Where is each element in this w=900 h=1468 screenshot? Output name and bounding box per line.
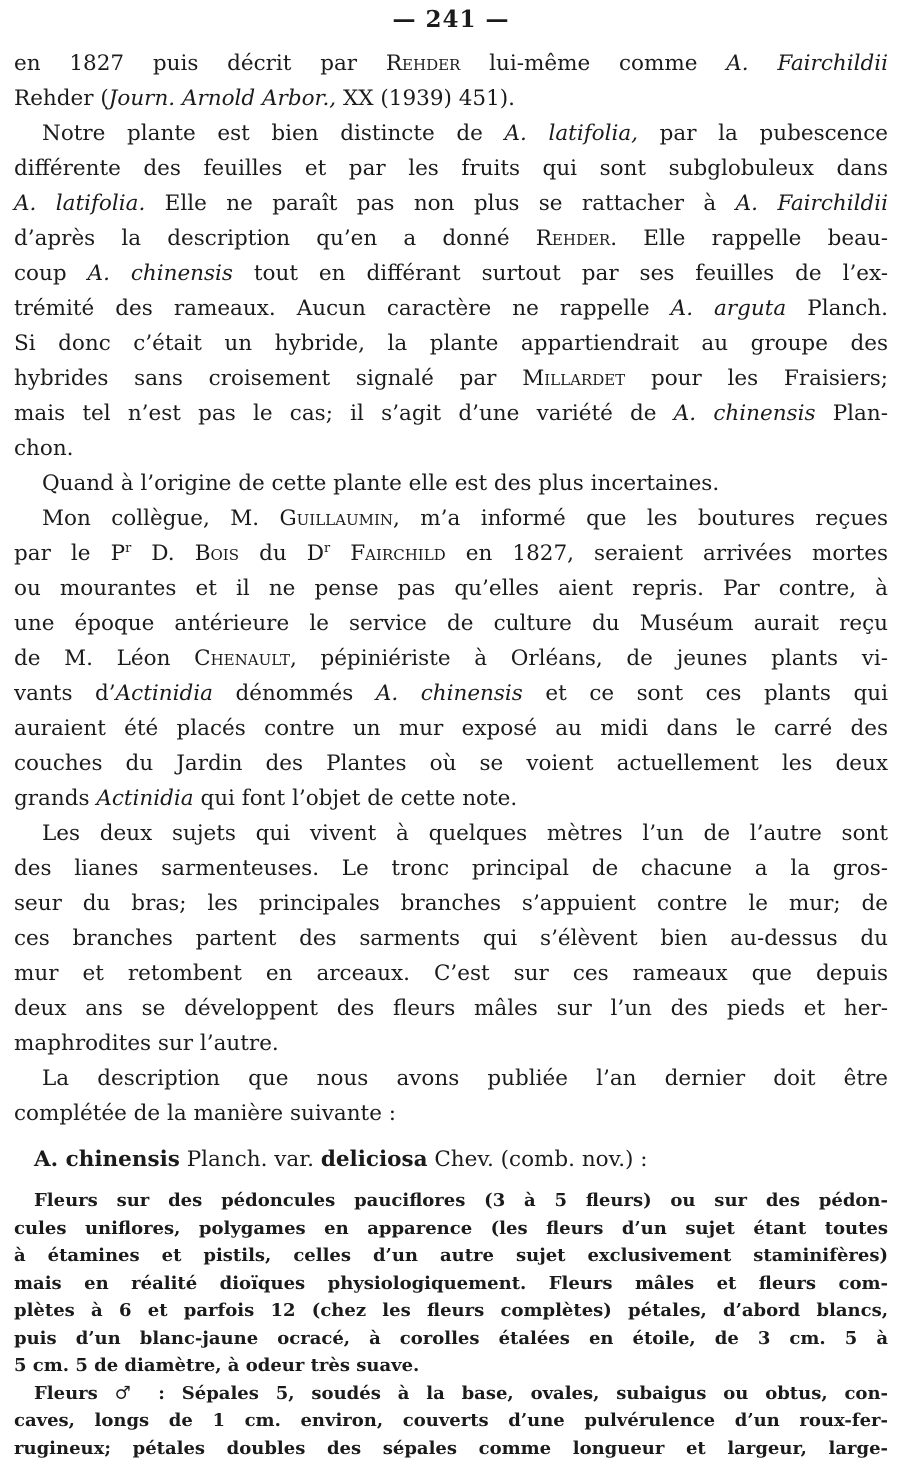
paragraph (14, 46, 888, 116)
text-segment: caves, longs de 1 cm. environ, couverts d’une pulvérulence d’un roux-fer- (14, 1410, 888, 1431)
text-line (14, 81, 888, 116)
text-segment: Notre plante est bien distincte de (42, 121, 505, 146)
text-segment: Fleurs sur des pédoncules pauciflores (3 à 5 fleurs) ou sur des pédon- (34, 1190, 888, 1211)
text-segment: mur et retombent en arceaux. C’est sur ces rameaux que depuis (14, 961, 888, 986)
text-line (14, 431, 888, 466)
superscript: r (324, 540, 331, 556)
text-segment: Elle ne paraît pas non plus se rattacher à (145, 191, 736, 216)
text-segment: coup (14, 261, 88, 286)
document-body (14, 46, 888, 1462)
page-number: — 241 — (392, 6, 510, 33)
italic-taxon: Actinidia (115, 681, 213, 706)
text-line (14, 676, 888, 711)
text-segment: . Elle rappelle beau- (610, 226, 888, 251)
text-segment: Si donc c’était un hybride, la plante appartiendrait au groupe des (14, 331, 888, 356)
text-segment: chon. (14, 436, 74, 461)
italic-taxon: A. chinensis (87, 261, 233, 286)
text-segment: de M. Léon (14, 646, 195, 671)
text-segment: 5 cm. 5 de diamètre, à odeur très suave. (14, 1355, 420, 1376)
text-segment: maphrodites sur l’autre. (14, 1031, 279, 1056)
text-segment: grands (14, 786, 97, 811)
text-segment: deux ans se développent des fleurs mâles sur l’un des pieds et her- (14, 996, 888, 1021)
text-segment: des lianes sarmenteuses. Le tronc principal de chacune a la gros- (14, 856, 888, 881)
text-segment: en 1827, seraient arrivées mortes (445, 541, 888, 566)
text-segment: couches du Jardin des Plantes où se voient actuellement les deux (14, 751, 888, 776)
text-line (14, 886, 888, 921)
text-line (14, 361, 888, 396)
text-line (14, 1352, 888, 1380)
text-segment: Planch. var. (179, 1147, 321, 1172)
smallcaps-name: Rehder (385, 51, 461, 76)
text-segment: par le P (14, 541, 126, 566)
text-segment: plètes à 6 et parfois 12 (chez les fleurs complètes) pétales, d’abord blancs, (14, 1300, 888, 1321)
text-segment: en 1827 puis décrit par (14, 51, 386, 76)
smallcaps-name: Millardet (522, 366, 626, 391)
text-line (14, 1242, 888, 1270)
text-line (14, 536, 888, 571)
text-segment: La description que nous avons publiée l’an dernier doit être (42, 1066, 888, 1091)
text-segment: hybrides sans croisement signalé par (14, 366, 523, 391)
paragraph (14, 1380, 888, 1463)
text-line (14, 1270, 888, 1298)
text-segment: Rehder ( (14, 86, 109, 111)
text-line (14, 256, 888, 291)
text-segment: D. (131, 541, 195, 566)
text-segment: différente des feuilles et par les fruits qui sont subglobuleux dans (14, 156, 888, 181)
text-line (14, 1096, 888, 1131)
paragraph (14, 1061, 888, 1131)
text-line (14, 781, 888, 816)
italic-taxon: A. latifolia. (14, 191, 146, 216)
text-segment: seur du bras; les principales branches s’appuient contre le mur; de (14, 891, 888, 916)
italic-taxon: Journ. Arnold Arbor., (108, 86, 337, 111)
text-line (14, 466, 888, 501)
smallcaps-name: Bois (194, 541, 239, 566)
bold-taxon: deliciosa (320, 1147, 428, 1172)
text-segment: puis d’un blanc-jaune ocracé, à corolles étalées en étoile, de 3 cm. 5 à (14, 1327, 888, 1349)
text-line (14, 1435, 888, 1463)
text-segment: ces branches partent des sarments qui s’élèvent bien au-dessus du (14, 926, 888, 951)
text-line (14, 1145, 888, 1175)
superscript: r (125, 540, 132, 556)
text-line (14, 956, 888, 991)
text-line (14, 991, 888, 1026)
paragraph (14, 1187, 888, 1380)
section-heading (14, 1145, 888, 1175)
paragraph (14, 501, 888, 816)
text-segment: Plan- (815, 401, 888, 426)
text-segment: , m’a informé que les boutures reçues (393, 506, 888, 531)
text-line (14, 1380, 888, 1408)
text-line (14, 291, 888, 326)
text-line (14, 151, 888, 186)
text-segment: d’après la description qu’en a donné (14, 226, 536, 251)
text-line (14, 501, 888, 536)
text-segment: , pépiniériste à Orléans, de jeunes plants vi- (289, 646, 888, 671)
text-line (14, 641, 888, 676)
text-line (14, 921, 888, 956)
italic-taxon: A. Fairchildii (726, 51, 888, 76)
text-segment: du D (239, 541, 324, 566)
smallcaps-name: Rehder (535, 226, 611, 251)
text-segment: rugineux; pétales doubles des sépales comme longueur et largeur, large- (14, 1437, 888, 1459)
text-segment: mais tel n’est pas le cas; il s’agit d’une variété de (14, 401, 674, 426)
text-line (14, 816, 888, 851)
text-line (14, 606, 888, 641)
paragraph (14, 466, 888, 501)
text-line (14, 1325, 888, 1353)
text-segment: XX (1939) 451). (336, 86, 515, 111)
text-segment: Planch. (786, 296, 888, 321)
text-segment: pour les Fraisiers; (625, 366, 889, 391)
text-segment: trémité des rameaux. Aucun caractère ne rappelle (14, 296, 671, 321)
italic-taxon: Actinidia (96, 786, 194, 811)
text-segment: qui font l’objet de cette note. (193, 786, 518, 811)
text-segment (330, 541, 350, 566)
text-segment: tout en différant surtout par ses feuilles de l’ex- (232, 261, 889, 286)
text-line (14, 46, 888, 81)
text-line (14, 1187, 888, 1215)
text-segment: Chev. (comb. nov.) : (427, 1147, 648, 1172)
text-line (14, 326, 888, 361)
text-segment: complétée de la manière suivante : (14, 1101, 397, 1126)
text-line (14, 1297, 888, 1325)
text-segment: à étamines et pistils, celles d’un autre sujet exclusivement staminifères) (14, 1245, 888, 1266)
text-segment: une époque antérieure le service de culture du Muséum aurait reçu (14, 611, 888, 636)
text-line (14, 186, 888, 221)
text-segment: cules uniflores, polygames en apparence (les fleurs d’un sujet étant toutes (14, 1217, 888, 1239)
text-line (14, 116, 888, 151)
smallcaps-name: Guillaumin (279, 506, 394, 531)
italic-taxon: A. Fairchildii (735, 191, 888, 216)
text-line (14, 1061, 888, 1096)
text-segment: par la pubescence (638, 121, 889, 146)
text-segment: dénommés (212, 681, 376, 706)
text-segment: mais en réalité dioïques physiologiquement. Fleurs mâles et fleurs com- (14, 1272, 888, 1294)
smallcaps-name: Fairchild (350, 541, 446, 566)
text-line (14, 711, 888, 746)
text-line (14, 851, 888, 886)
text-line (14, 1026, 888, 1061)
text-line (14, 1215, 888, 1243)
text-segment: auraient été placés contre un mur exposé au midi dans le carré des (14, 716, 888, 741)
smallcaps-name: Chenault (194, 646, 290, 671)
italic-taxon: A. latifolia, (504, 121, 639, 146)
text-segment: Les deux sujets qui vivent à quelques mètres l’un de l’autre sont (42, 821, 888, 846)
text-line (14, 221, 888, 256)
text-segment: Mon collègue, M. (42, 506, 280, 531)
text-segment: et ce sont ces plants qui (522, 681, 888, 706)
text-segment: Fleurs ♂ : Sépales 5, soudés à la base, ovales, subaigus ou obtus, con- (34, 1382, 888, 1404)
text-segment: vants d’ (14, 681, 116, 706)
text-line (14, 1407, 888, 1435)
text-line (14, 396, 888, 431)
italic-taxon: A. chinensis (673, 401, 816, 426)
text-segment: Quand à l’origine de cette plante elle est des plus incertaines. (42, 471, 720, 496)
paragraph (14, 116, 888, 466)
italic-taxon: A. chinensis (375, 681, 523, 706)
text-line (14, 571, 888, 606)
text-segment: lui-même comme (460, 51, 727, 76)
paragraph (14, 816, 888, 1061)
text-segment: ou mourantes et il ne pense pas qu’elles aient repris. Par contre, à (14, 576, 888, 601)
bold-taxon: A. chinensis (34, 1147, 180, 1172)
italic-taxon: A. arguta (670, 296, 787, 321)
text-line (14, 746, 888, 781)
